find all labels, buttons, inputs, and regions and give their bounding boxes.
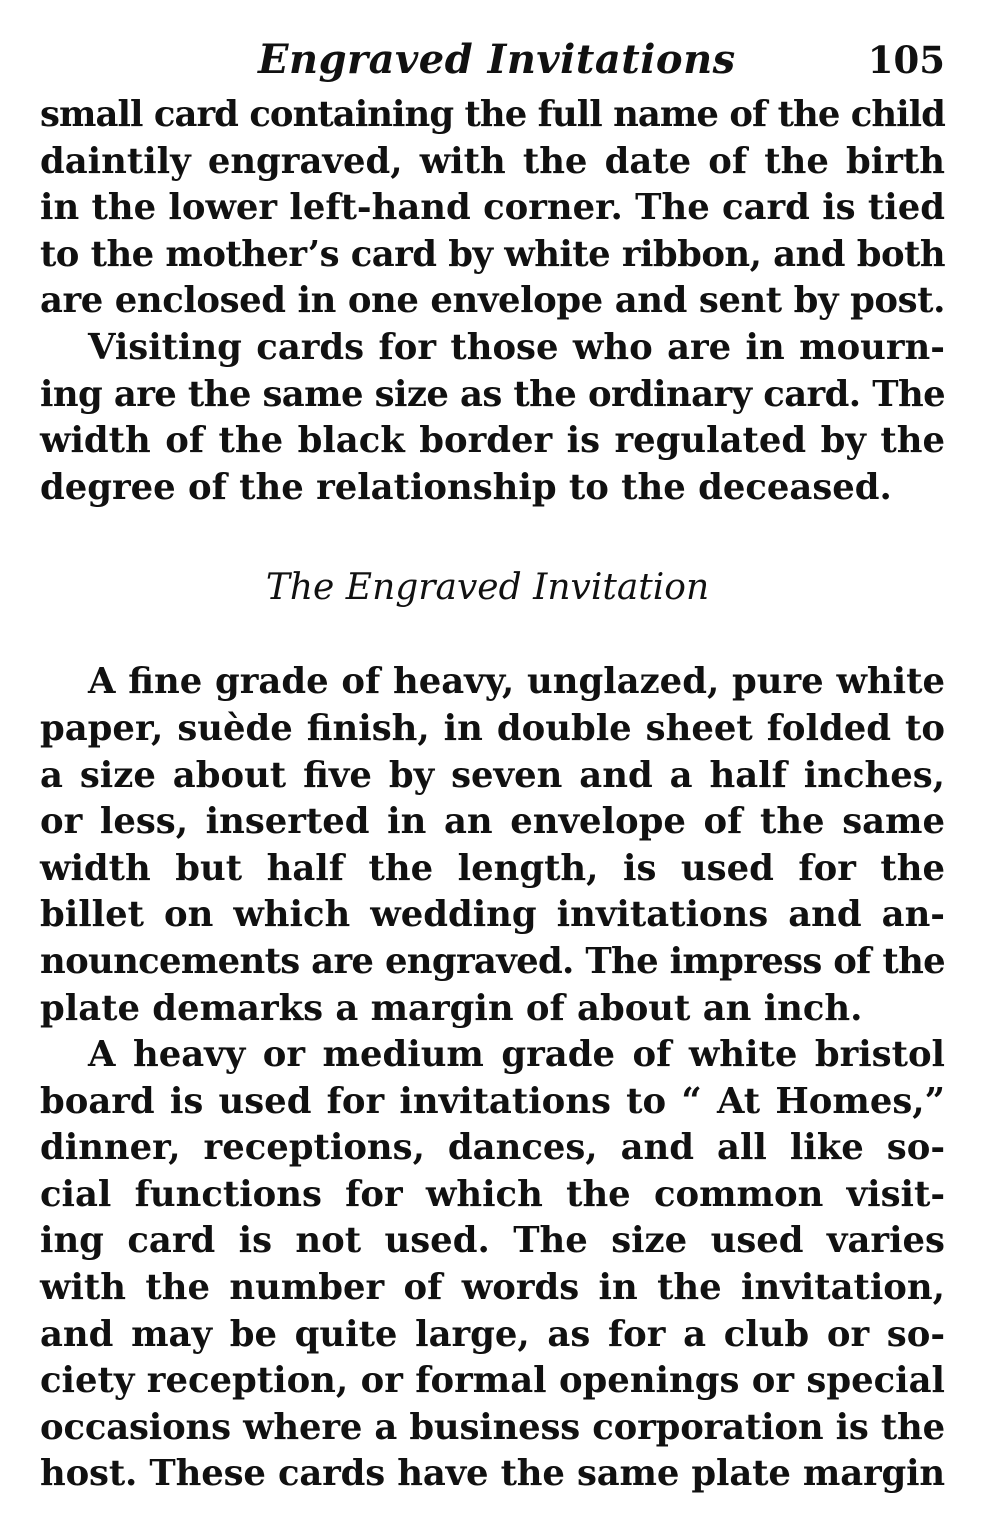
text-line: dinner, receptions, dances, and all like so- [40, 1127, 946, 1169]
text-line: and may be quite large, as for a club or so- [40, 1313, 946, 1355]
section-heading: The Engraved Invitation [265, 567, 710, 609]
text-line: in the lower left-hand corner. The card is tied [40, 187, 945, 229]
text-line: ciety reception, or formal openings or special [40, 1360, 945, 1402]
running-title: Engraved Invitations [258, 36, 736, 83]
text-line: plate demarks a margin of about an inch. [40, 987, 863, 1029]
paragraph-bristol-board [40, 1032, 945, 1498]
text-line: billet on which wedding invitations and an- [40, 894, 945, 936]
text-line: Visiting cards for those who are in mourn- [88, 326, 945, 368]
text-line: width of the black border is regulated by the [40, 420, 946, 462]
text-line: cial functions for which the common visit- [40, 1173, 946, 1215]
text-line: paper, suède finish, in double sheet folded to [40, 707, 945, 749]
text-line: daintily engraved, with the date of the birth [40, 140, 945, 182]
text-line: ing card is not used. The size used varies [40, 1220, 945, 1262]
page-number: 105 [867, 38, 945, 82]
paragraph-invitation-paper [40, 659, 945, 1032]
text-line: to the mother’s card by white ribbon, and both [40, 233, 946, 275]
text-line: A fine grade of heavy, unglazed, pure white [88, 661, 945, 703]
text-line: ing are the same size as the ordinary card. The [40, 373, 946, 415]
book-page [40, 30, 945, 1498]
paragraph-mourning-cards [40, 325, 945, 511]
text-line: small card containing the full name of the child [40, 94, 945, 135]
text-line: a size about five by seven and a half inches, [40, 754, 946, 796]
text-line: nouncements are engraved. The impress of the [40, 940, 946, 982]
text-line: or less, inserted in an envelope of the same [40, 801, 946, 843]
text-line: width but half the length, is used for the [40, 847, 946, 889]
text-line: are enclosed in one envelope and sent by post. [40, 280, 946, 322]
text-line: board is used for invitations to “ At Homes,” [40, 1080, 945, 1122]
text-line: degree of the relationship to the deceased. [40, 466, 892, 508]
text-line: host. These cards have the same plate margin [40, 1453, 946, 1495]
paragraph-continuation [40, 92, 945, 325]
text-line: occasions where a business corporation is the [40, 1406, 946, 1448]
running-head [40, 30, 945, 92]
text-line: A heavy or medium grade of white bristol [88, 1034, 946, 1076]
text-line: with the number of words in the invitation, [40, 1267, 945, 1309]
